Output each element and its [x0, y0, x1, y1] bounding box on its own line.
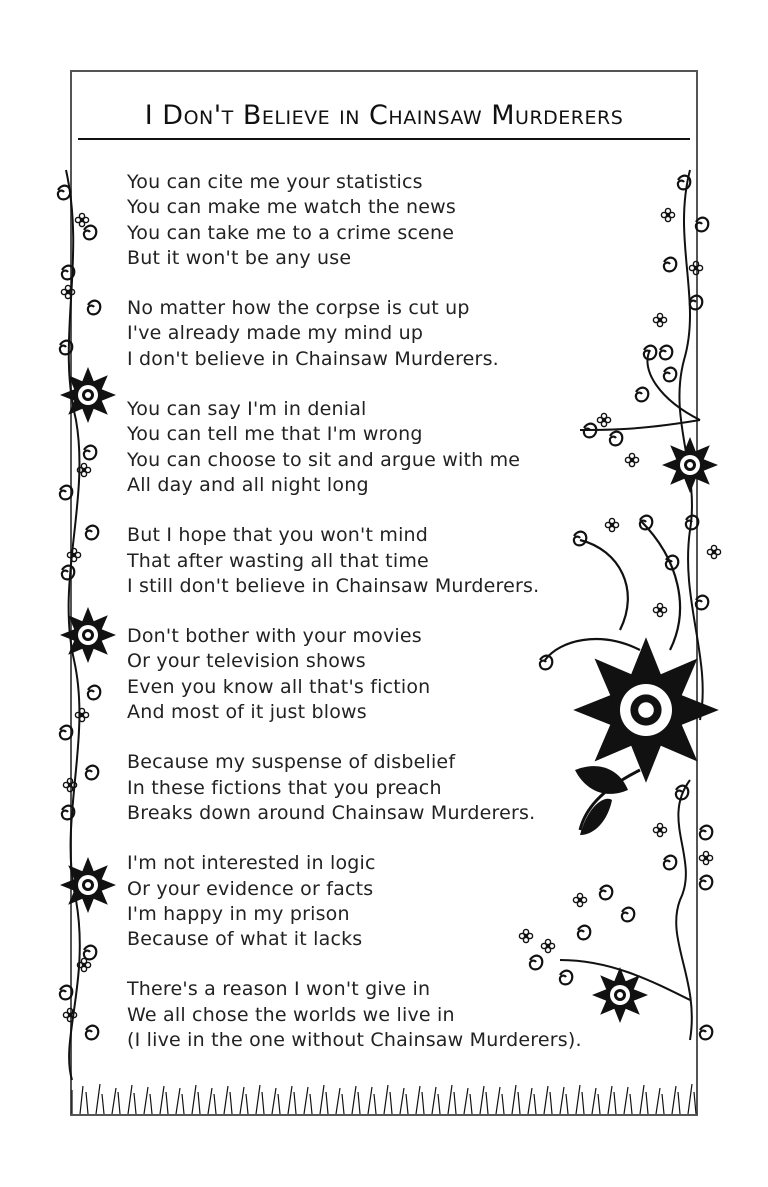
poem-line: No matter how the corpse is cut up — [127, 297, 470, 320]
stanza — [127, 851, 627, 952]
stanza — [127, 523, 627, 599]
poem-line: We all chose the worlds we live in — [127, 1003, 455, 1026]
stanza — [127, 977, 627, 1053]
poem-line: Because my suspense of disbelief — [127, 751, 456, 774]
poem-line: Or your television shows — [127, 650, 366, 673]
poem-line: Because of what it lacks — [127, 928, 363, 951]
poem-line: In these fictions that you preach — [127, 776, 442, 799]
poem-line: You can choose to sit and argue with me — [127, 448, 521, 471]
stanza — [127, 750, 627, 826]
poem-line: All day and all night long — [127, 473, 369, 496]
poem-line: Even you know all that's fiction — [127, 675, 431, 698]
title-underline — [78, 138, 690, 140]
poem-line: You can make me watch the news — [127, 196, 456, 219]
stanza — [127, 296, 627, 372]
poem-title: I Don't Believe in Chainsaw Murderers — [144, 100, 624, 131]
poem-line: You can tell me that I'm wrong — [127, 423, 423, 446]
poem-line: You can take me to a crime scene — [127, 221, 455, 244]
poem-line: You can cite me your statistics — [127, 171, 423, 193]
stanza — [127, 170, 627, 271]
poem-line: You can say I'm in denial — [127, 398, 367, 421]
poem-line: Don't bother with your movies — [127, 625, 422, 648]
stanza — [127, 397, 627, 498]
poem-line: There's a reason I won't give in — [127, 978, 431, 1001]
poem-line: But it won't be any use — [127, 246, 352, 269]
poem-line: Breaks down around Chainsaw Murderers. — [127, 801, 536, 824]
poem-line: That after wasting all that time — [127, 549, 429, 572]
poem-line: I don't believe in Chainsaw Murderers. — [127, 347, 499, 370]
stanza — [127, 624, 627, 725]
poem-line: I'm happy in my prison — [127, 902, 350, 925]
poem-line: And most of it just blows — [127, 701, 367, 724]
poem-line: But I hope that you won't mind — [127, 524, 429, 547]
poem-line: I'm not interested in logic — [127, 852, 376, 875]
poem-line: I've already made my mind up — [127, 322, 424, 345]
poem-line: Or your evidence or facts — [127, 877, 374, 900]
poem-body — [127, 170, 627, 1078]
poem-line: I still don't believe in Chainsaw Murderers. — [127, 574, 540, 597]
poem-line: (I live in the one without Chainsaw Murderers). — [127, 1029, 582, 1052]
